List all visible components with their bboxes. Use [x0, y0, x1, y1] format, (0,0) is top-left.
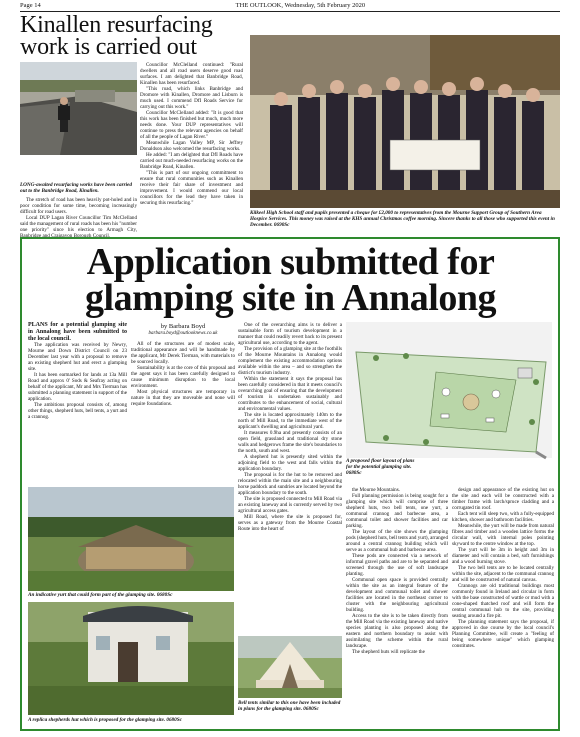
publication-line: THE OUTLOOK, Wednesday, 5th February 2020 [235, 2, 366, 9]
hut-photo [28, 602, 234, 715]
yurt-photo [28, 487, 234, 591]
main-col-1: PLANS for a potential glamping site in Annalong have been submitted to the local council. The application was received by Newry, Mourne and Down District Council on 23 December last year with a proposal to remove an existing shepherd hut and erect a glamping site. It has been earmarked for lands at 13a Mill Road and approx 0' Sods & Seafray acting on behalf of the applicant, Mr and Mrs Tierman has submitted a planning statement in support of the application. The ambitious proposal consists of, among other things, shepherd huts, bell tents, a yurt and a crannog. [28, 322, 127, 421]
main-col-4: the Mourne Mountains. Full planning permission is being sought for a glamping site which will comprise of three shepherd huts, two bell tents, one yurt, a communal crannog and barbecue area, a communal toilet and shower facilities and car parking. The layout of the site shows the glamping pods (shepherd huts, bell tents and yurt), arranged around a central crannog building which will serve as a communal hub and barbecue area. These pods are connected via a network of informal gravel paths and are to be separated and screened through the use of soft landscape planting. Communal open space is provided centrally within the site as an integral feature of the development and communal toilet and shower facilities are located in the northeast corner to cluster with the neighbouring agricultural building. Access to the site is to be taken directly from the Mill Road via the existing laneway and native species planting is also proposed along the eastern and northern boundary to assist with assimilating the scheme within the rural landscape. The shepherd huts will replicate the [346, 487, 448, 655]
yurt-caption: An indicative yurt that could form part of the glamping site. 0680Sc [28, 592, 173, 598]
site-plan-caption: A proposed floor layout of plans for the potential glamping site. 0680Sc [346, 458, 415, 476]
bell-tent-caption: Bell tents similar to this one have been included in plans for the glamping site. 0680Sc [238, 700, 341, 712]
main-col-2: by Barbara Boyd barbara.boyd@outlooknews.co.uk All of the structures are of modest scale, traditional appearance and will be handmade by the applicant, Mr Derek Tierman, with materials to be sourced locally. Sustainability is at the core of this proposal and the agent says it has been carefully designed to cause minimum disruption to the local environment. Most physical structures are temporary in nature in that they are moveable and none will require foundations. [131, 323, 235, 407]
top-headline: Kinallen resurfacing work is carried out [20, 12, 213, 60]
page-number: Page 14 [20, 2, 41, 9]
top-col-1: The stretch of road has been heavily pot-holed and in poor condition for some time, becoming increasingly difficult for road users. Local DUP Lagan River Councillor Tim McClelland said the management of rural roads has been his "number one priority" since his election to Armagh City, Banbridge and Craigavon Borough Council. [20, 197, 137, 239]
main-col-3: One of the overarching aims is to deliver a sustainable form of tourism development in a manner that could readily revert back to its present agricultural use, according to the agent. The provision of a glamping site at the foothills of the Mourne Mountains in Annalong would complement the existing accommodation options available within the area – and so strengthen the district's tourism industry. Within the statement it says the proposal has been carefully considered in that it meets council's overarching goal of ensuring that the development of tourism is undertaken sustainably and contributes to the enhancement of social, cultural and environmental values. The site is located approximately 140m to the north of Mill Road, to the immediate west of the applicant's dwelling and agricultural yard. It measures 0.9ha and presently consists of an open field, grassland and traditional dry stone walls and hedgerows frame the site's boundaries to the north, south and west. A shepherd hut is presently sited within the adjoining field to the west and falls within the application boundary. The proposal is for the hut to be removed and relocated within the main site and a neighbouring horse paddock and sundries are located beyond the application boundary to the south. The site is proposed connected to Mill Road via an existing laneway and is currently served by two agricultural access gates. Mill Road, where the site is proposed for, serves as a gateway from the Mourne Coastal Route into the heart of [238, 322, 342, 532]
site-plan [346, 322, 552, 458]
byline: by Barbara Boyd [160, 323, 206, 330]
road-photo [20, 62, 137, 155]
byline-email: barbara.boyd@outlooknews.co.uk [148, 331, 218, 336]
main-lede: PLANS for a potential glamping site in Annalong have been submitted to the local council. [28, 322, 127, 342]
road-caption: LONG-awaited resurfacing works have been carried out to the Banbridge Road, Kinallen. [20, 182, 132, 194]
main-headline: Application submitted for glamping site in Annalong [85, 241, 496, 319]
hut-caption: A replica shepherds hut which is proposed for the glamping site. 0680Sc [28, 717, 182, 723]
main-col-5: design and appearance of the existing hut on the site and each will be constructed with a timber frame with larch/spruce cladding and a corrugated tin roof. Each tent will sleep two, with a fully-equipped kitchen, shower and bathroom facilities. Meanwhile, the yurt will be made from natural fibres and timber and a wooden lattice forms the circular wall, with internal poles pointing skyward to the centre window at the top. The yurt will be 3m in height and 3m in diameter and will contain a bed, soft furnishings and a wood burning stove. The two bell tents are to be located centrally within the site, adjacent to the communal crannog and will be constructed of natural canvas. Crannogs are old traditional buildings most commonly found in Ireland and circular in form with the base constructed of wattle or mud with a cone-shaped thatched roof and will form the central communal hub to the site, providing seating around a fire pit. The planning statement says the proposal, if approved in due course by the local council's Planning Committee, will create a "feeling of being somewhere unique" which glamping constitutes. [452, 487, 554, 649]
bell-tent-photo [238, 636, 342, 698]
top-col-2: Councillor McClelland continued: "Rural dwellers and all road users deserve good road surfaces. I am delighted that Banbridge Road, Kinallen has been resurfaced. "This road, which links Banbridge and Dromore with Kinallen, Dromore and Lisburn is much used. I commend DfI Roads Service for carrying out this work." Councillor McClelland added: "It is good that this work has been finished but much, much more needs done. Your DUP representatives will continue to press the relevant agencies on behalf of all the people of Lagan River." Meanwhile Lagan Valley MP, Sir Jeffrey Donaldson also welcomed the resurfacing works. He added: "I am delighted that DfI Roads have carried out much-needed resurfacing works on the Banbridge Road, Kinallen. "This is part of our ongoing commitment to ensure that rural communities such as Kinallen receive their fair share of investment and improvement. I would commend our local councillors for the lead they have taken in securing this resurfacing." [140, 62, 243, 206]
group-photo [250, 35, 560, 208]
page-header [20, 2, 560, 12]
group-caption: Kilkeel High School staff and pupils presented a cheque for £2,000 to representatives from the Mourne Support Group of Southern Area Hospice Services. This money was raised at the KHS annual Christmas coffee morning. Sincere thanks to all those who supported this event in December. 0690Sc [250, 210, 555, 228]
